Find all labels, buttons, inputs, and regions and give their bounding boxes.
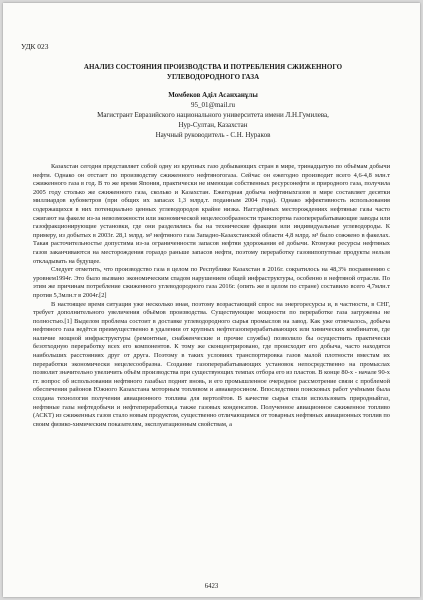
supervisor: Научный руководитель - С.Н. Нураков <box>155 131 271 139</box>
page-number: 6423 <box>204 583 219 590</box>
author-position-1: Магистрант Евразийского национального университета имени Л.Н.Гумилева, <box>97 111 329 119</box>
title-line-2: УГЛЕВОДОРОДНОГО ГАЗА <box>166 73 260 81</box>
paragraph-3: В настоящее время ситуация уже несколько иная, поэтому возрастающий спрос на энергоресурсы и, в частности, в СНГ, требует дополнительного увеличения объёмов производства. Существующие мощности по переработке газа загружены не полностью.[1] Выделом проблема состоит в доставке углеводородного сырья промыслов на завод. Как уже отмечалось, добыча нефтяного газа ведётся преимущественно в удалении от крупных нефтегазоперерабатывающих или химических комбинатов, где наличие мощной инфраструктуры (ремонтные, снабженческие и прочие службы) позволило бы осуществить практически безотходную переработку всех его компонентов. К тому же сконцентрировано, где происходит его добыча, часто находятся наибольших расстояниях друг от друга. Поэтому в таких условиях транспортировка газов малой плотности вместам их переработки экономически нецелесообразна. Создание газоперерабатывающих установок непосредственно на промыслах позволит значительно увеличить объём производства при существующих темпах отбора его из пластов. В конце 80-х - начале 90-х гг. вопрос об использовании нефтяного газабыл поднят вновь, и его промышленное очередное рассмотрение связи с проблемой обеспечения районов Южного Казахстана моторным топливом и авиакеросином. Впоследствии поисковых работ учёными была создана технология получения авиационного топлива для вертолётов. В качестве сырья стали использовать природныйгаз, нефтяные газы нефтедобычи и нефтепереработки,а также газовых конденсатов. Полученное авиационное сжиженное топливо (АСКТ) из сжиженных газов стало новым продуктом, существенно отличающимся от товарных нефтяных авиационных топлив по своим физико-химическим показателям, эксплуатационным свойствам, а <box>33 300 390 428</box>
title-line-1: АНАЛИЗ СОСТОЯНИЯ ПРОИЗВОДСТВА И ПОТРЕБЛЕНИЯ СЖИЖЕННОГО <box>83 63 343 71</box>
author-block <box>63 90 363 140</box>
author-position-2: Нур-Султан, Казахстан <box>178 121 248 129</box>
author-name: Момбеков Аділ Асанханұлы <box>168 91 258 99</box>
paragraph-1: Казахстан сегодня представляет собой одну из крупных газо добывающих стран в мире, тринадцатую по объёмам добычи нефти. Однако он отстает по производству сжиженного нефтяногогаза. Сейчас он ежегодно производит всего 4,6-4,8 млн.т сжиженного газа в год. В то же время Япония, практически не имеющая собственных ресурсонефти и природного газа, получила 2005 году столько же сжиженного газа, сколько и Казахстан. Ежегодная добыча нефтяныхгазов в мире составляет десятки миллиардов кубометров (при общих их запасах 1,3 млрд.т. поданным 2004 года). Однако эффективность использования содержащихся в них потенциально ценных углеводородов крайне низка. Наггэдённых месторождениях нефтяные газы часто сжигают на факеле из-за невозможности или экономической нецелесообразности транспортна газоперерабатывающие заводы или газофракционирующие установки, где они разделялись бы на технические фракции или индивидуальные углеводороды. К примеру, из добытых в 2003г. 28,1 млрд. м³ нефтяного газа Западно-Казахстанской области 4,8 млрд. м³ было сожжено в факелах. Такая расточительностье допустима из-за ограниченности запасов нефтяи удорожания её добычи. Ктомуже ресурсы нефтяных газов заканчиваются на месторождения гораздо раньше запасов нефти, поэтому переработку газовипопутные продукты нельзя откладывать на будущее. <box>33 163 390 265</box>
udk-code: УДК 023 <box>21 42 49 51</box>
article-body <box>33 163 390 429</box>
author-email: 95_01@mail.ru <box>191 101 235 109</box>
article-title <box>43 62 383 82</box>
document-page <box>3 3 420 597</box>
paragraph-2: Следует отметить, что производство газа в целом по Республике Казахстан в 2016г. сократилось на 48,3% посравнению с уровнем1994г. Это было вызвано экономическим спадом нарушением общей инфраструктуры, особенно в нефтяной отрасли. По этим же причинам потребление сжиженного углеводородного газа 2016г. (опять же в целом по стране) составило всего 4,7млн.т против 5,3млн.т в 2004г.[2] <box>33 266 390 299</box>
